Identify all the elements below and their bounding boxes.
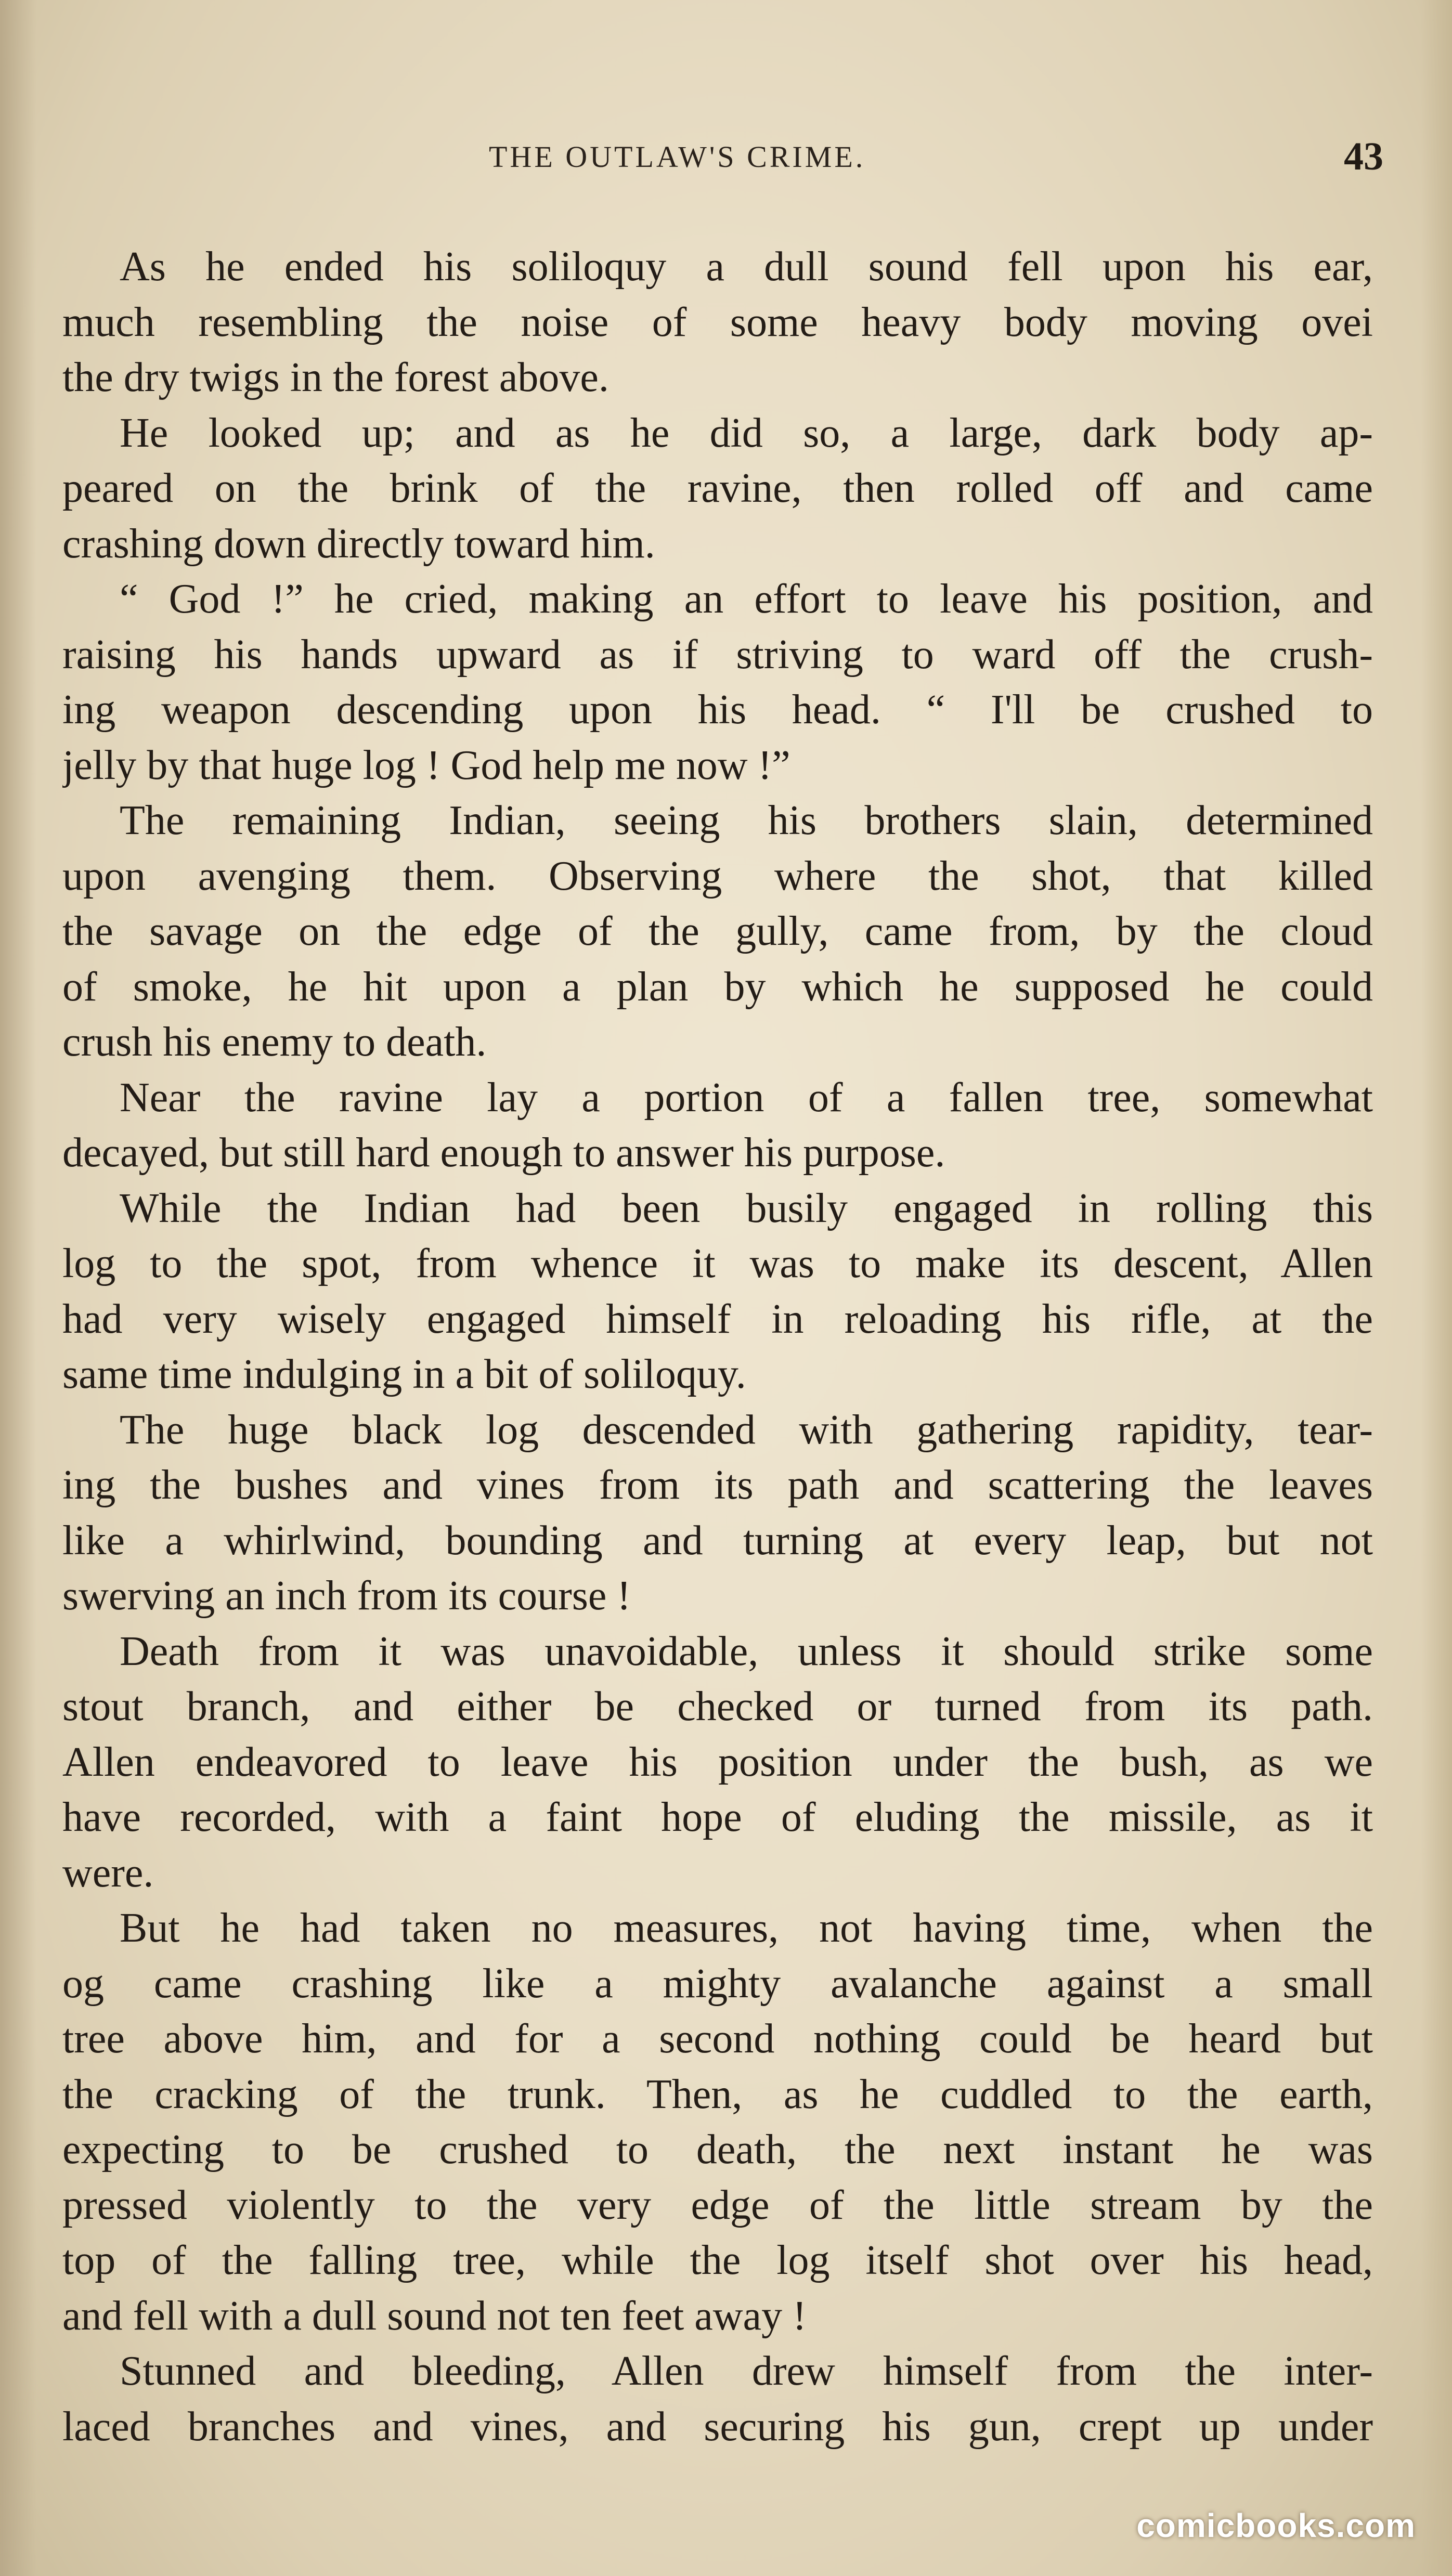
text-line: and fell with a dull sound not ten feet away !	[62, 2293, 807, 2339]
text-line: the cracking of the trunk. Then, as he cuddled to the earth,	[62, 2071, 1373, 2117]
text-line: like a whirlwind, bounding and turning at every leap, but not	[62, 1517, 1373, 1564]
text-line: top of the falling tree, while the log itself shot over his head,	[62, 2237, 1373, 2283]
running-title: THE OUTLAW'S CRIME.	[489, 140, 866, 174]
text-line: had very wisely engaged himself in reloading his rifle, at the	[62, 1296, 1373, 1342]
text-line: ing weapon descending upon his head. “ I'll be crushed to	[62, 687, 1373, 733]
page-edge-shadow	[1421, 0, 1452, 2576]
running-header	[62, 135, 1383, 191]
text-line: peared on the brink of the ravine, then rolled off and came	[62, 465, 1373, 511]
text-line: Allen endeavored to leave his position under the bush, as we	[62, 1739, 1373, 1785]
text-line: have recorded, with a faint hope of eluding the missile, as it	[62, 1794, 1373, 1840]
text-line: of smoke, he hit upon a plan by which he supposed he could	[62, 964, 1373, 1010]
text-line: jelly by that huge log ! God help me now !”	[62, 742, 790, 788]
text-line: the dry twigs in the forest above.	[62, 355, 609, 400]
watermark: comicbooks.com	[1136, 2507, 1416, 2544]
text-line: expecting to be crushed to death, the next instant he was	[62, 2127, 1373, 2172]
text-line: stout branch, and either be checked or turned from its path.	[62, 1684, 1373, 1729]
text-line: Near the ravine lay a portion of a fallen tree, somewhat	[120, 1074, 1373, 1121]
text-line: “ God !” he cried, making an effort to leave his position, and	[120, 576, 1373, 622]
text-line: decayed, but still hard enough to answer his purpose.	[62, 1130, 945, 1176]
text-line: As he ended his soliloquy a dull sound fell upon his ear,	[120, 244, 1373, 290]
text-line: raising his hands upward as if striving to ward off the crush-	[62, 631, 1373, 678]
text-line: swerving an inch from its course !	[62, 1573, 631, 1619]
text-line: same time indulging in a bit of soliloquy.	[62, 1351, 746, 1397]
text-line: tree above him, and for a second nothing could be heard but	[62, 2016, 1373, 2062]
text-line: Stunned and bleeding, Allen drew himself from the inter-	[120, 2348, 1373, 2394]
text-line: laced branches and vines, and securing his gun, crept up under	[62, 2403, 1373, 2450]
text-line: ing the bushes and vines from its path and scattering the leaves	[62, 1462, 1373, 1508]
text-line: log to the spot, from whence it was to make its descent, Allen	[62, 1241, 1373, 1286]
text-line: Death from it was unavoidable, unless it should strike some	[120, 1628, 1373, 1674]
page-gutter-shadow	[0, 0, 36, 2576]
text-line: crush his enemy to death.	[62, 1019, 487, 1065]
body-text	[62, 239, 1373, 2454]
text-line: The huge black log descended with gathering rapidity, tear-	[120, 1407, 1373, 1453]
text-line: much resembling the noise of some heavy body moving ovei	[62, 299, 1373, 345]
text-line: The remaining Indian, seeing his brothers slain, determined	[120, 798, 1373, 843]
text-line: crashing down directly toward him.	[62, 521, 655, 567]
page-number: 43	[1344, 135, 1383, 178]
text-line: But he had taken no measures, not having time, when the	[120, 1905, 1373, 1951]
text-line: the savage on the edge of the gully, came from, by the cloud	[62, 908, 1373, 954]
text-line: upon avenging them. Observing where the shot, that killed	[62, 853, 1373, 899]
text-line: og came crashing like a mighty avalanche against a small	[62, 1960, 1373, 2007]
text-line: While the Indian had been busily engaged in rolling this	[120, 1185, 1373, 1231]
text-line: He looked up; and as he did so, a large, dark body ap-	[120, 410, 1373, 456]
text-line: were.	[62, 1850, 154, 1896]
text-line: pressed violently to the very edge of the little stream by the	[62, 2182, 1373, 2228]
